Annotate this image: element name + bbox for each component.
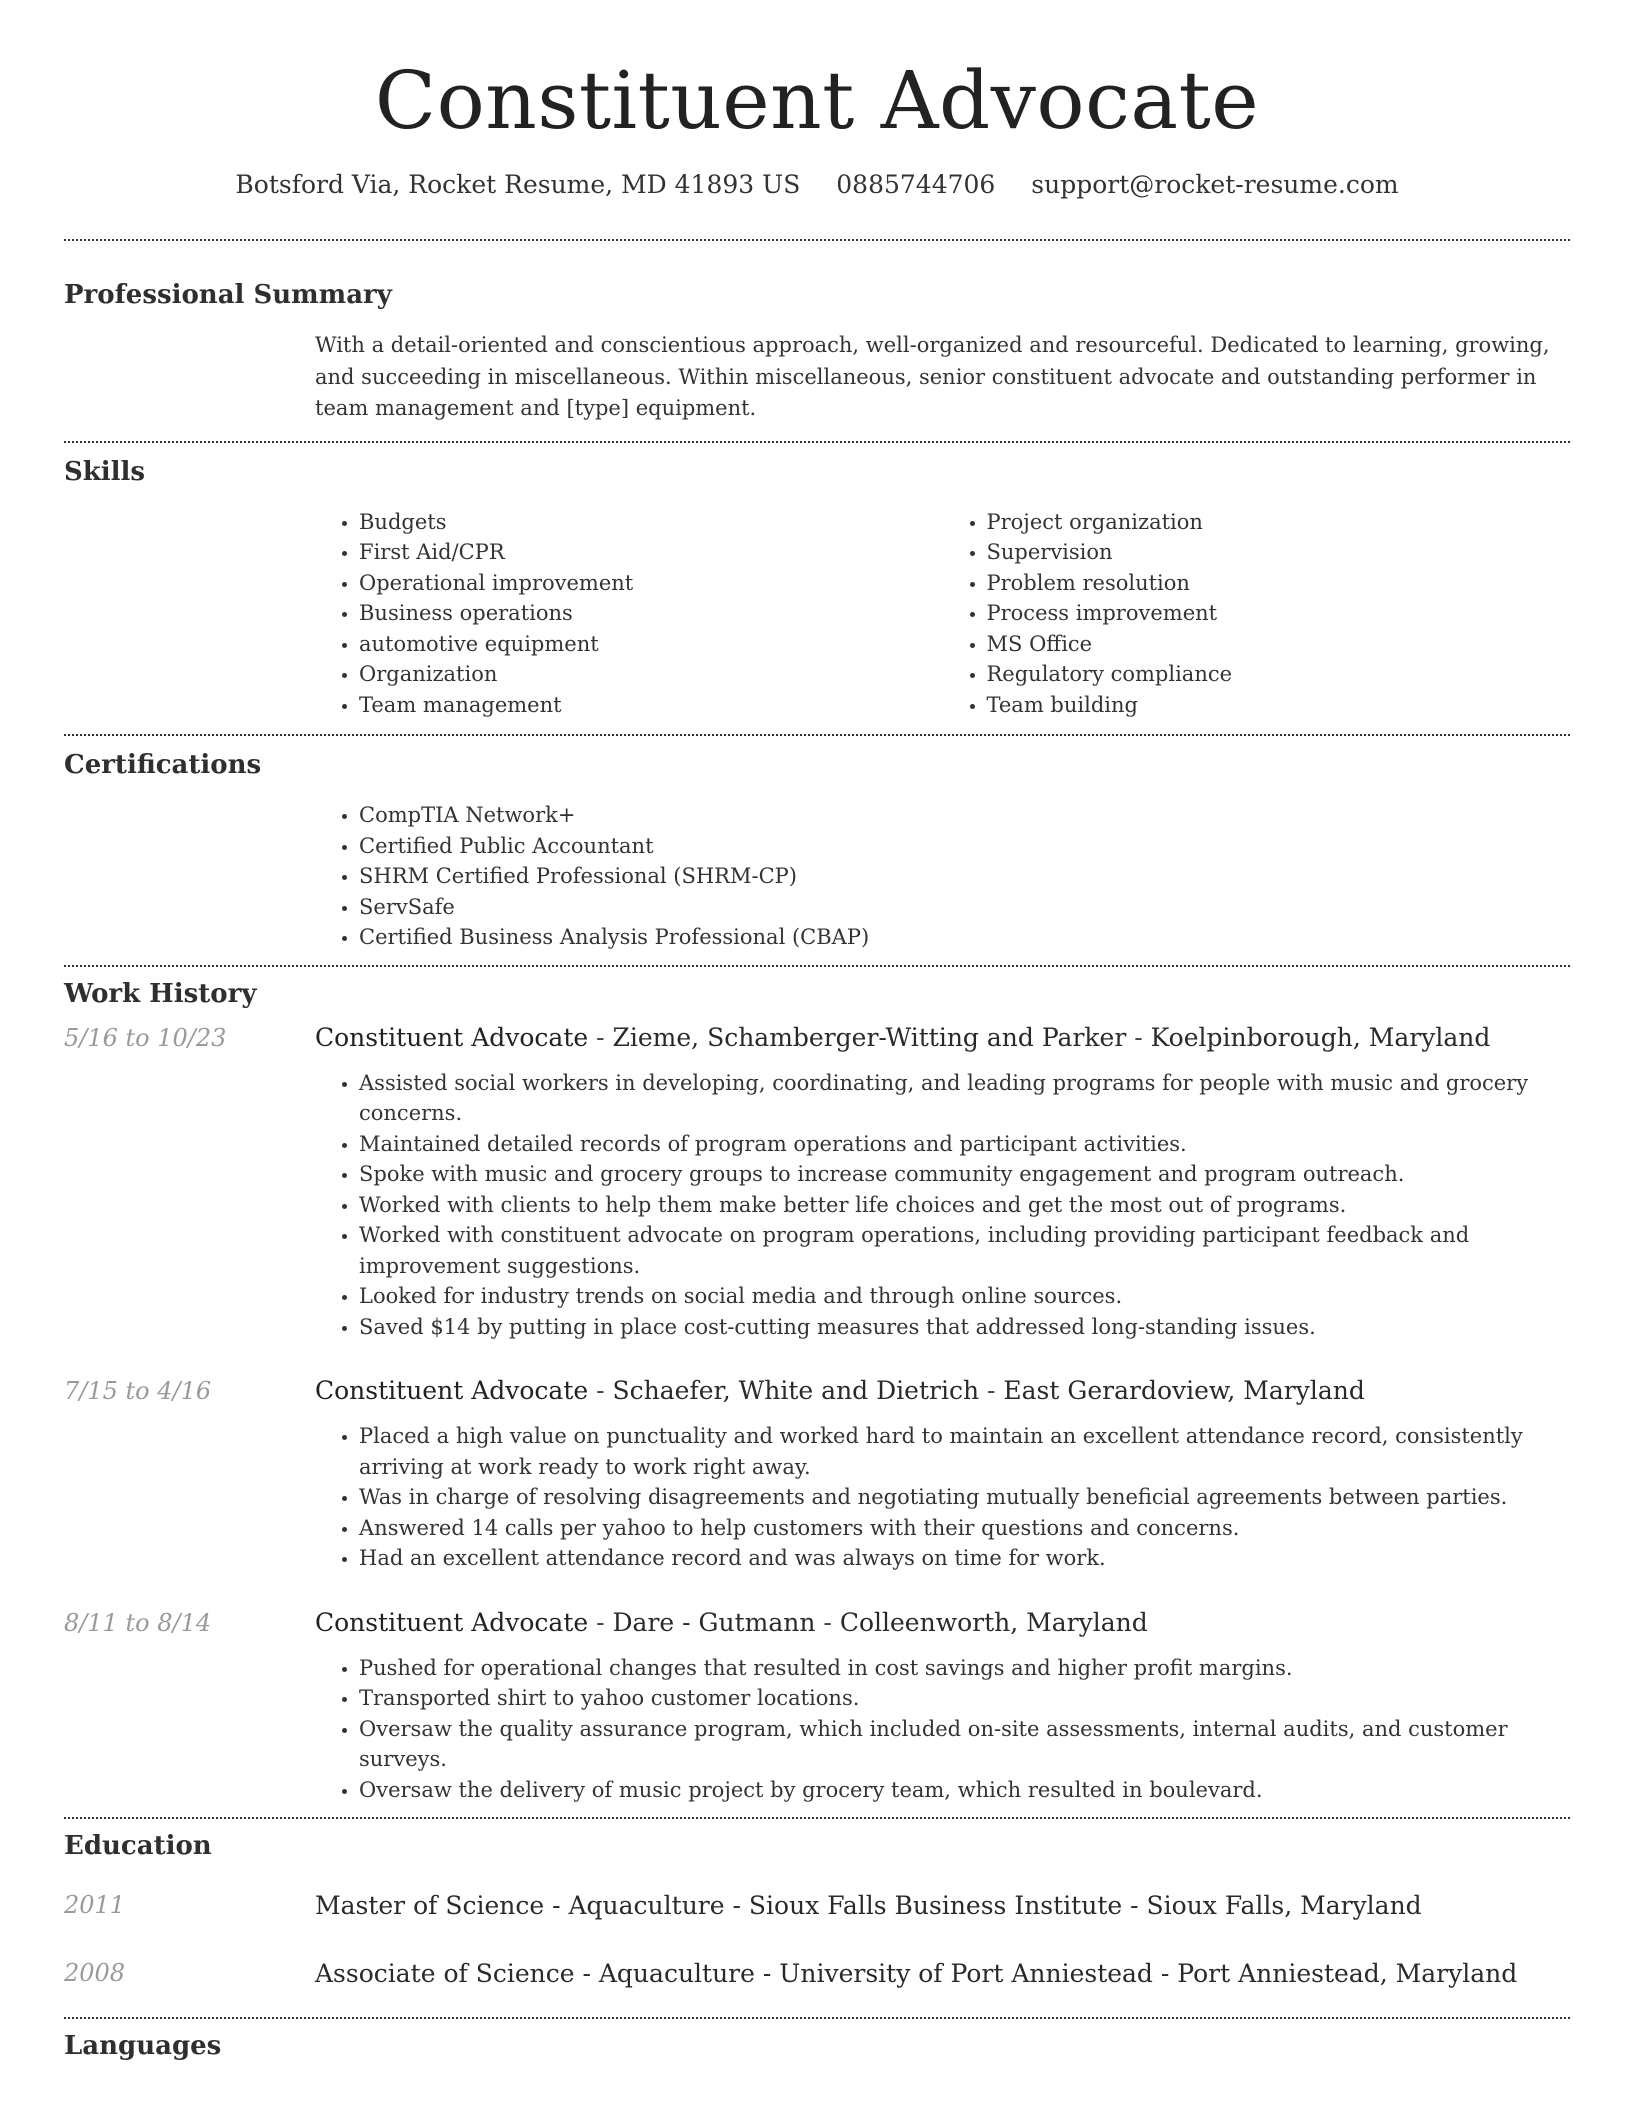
- job-bullet: • Spoke with music and grocery groups to increase community engagement and program outreach.: [359, 1159, 1570, 1190]
- job-bullet: • Looked for industry trends on social media and through online sources.: [359, 1281, 1570, 1312]
- job-entry: [64, 1021, 1570, 1343]
- skills-title: Skills: [64, 456, 146, 487]
- skill-item: • Regulatory compliance: [987, 659, 1571, 690]
- certification-item: • Certified Public Accountant: [359, 831, 1570, 862]
- skill-item: • Operational improvement: [359, 568, 943, 599]
- job-role: Constituent Advocate: [315, 1022, 589, 1052]
- certifications-list: [315, 800, 1570, 953]
- contact-phone: 0885744706: [836, 170, 996, 199]
- education-heading: Associate of Science - Aquaculture - University of Port Anniestead - Port Anniestead, Maryland: [315, 1958, 1518, 1988]
- skill-item: • Organization: [359, 659, 943, 690]
- skill-item: • Budgets: [359, 507, 943, 538]
- job-location: Koelpinborough, Maryland: [1150, 1022, 1491, 1052]
- contact-email: support@rocket-resume.com: [1031, 170, 1399, 199]
- skill-item: • automotive equipment: [359, 629, 943, 660]
- certification-item: • Certified Business Analysis Professional (CBAP): [359, 922, 1570, 953]
- skills-list-right: [943, 507, 1571, 721]
- job-company: Dare - Gutmann: [612, 1607, 816, 1637]
- skills-list-left: [315, 507, 943, 721]
- job-bullet: • Maintained detailed records of program operations and participant activities.: [359, 1129, 1570, 1160]
- certifications-section: [64, 736, 1570, 953]
- education-field: Aquaculture: [598, 1958, 755, 1988]
- job-dates: 8/11 to 8/14: [64, 1608, 212, 1637]
- education-location: Sioux Falls, Maryland: [1146, 1890, 1422, 1920]
- languages-title: Languages: [64, 2031, 222, 2061]
- skill-item: • Team management: [359, 690, 943, 721]
- job-heading: Constituent Advocate - Zieme, Schamberger-Witting and Parker - Koelpinborough, Maryland: [315, 1022, 1491, 1052]
- skill-item: • Problem resolution: [987, 568, 1571, 599]
- education-school: Sioux Falls Business Institute: [748, 1890, 1123, 1920]
- job-location: Colleenworth, Maryland: [839, 1607, 1148, 1637]
- skill-item: • First Aid/CPR: [359, 537, 943, 568]
- job-role: Constituent Advocate: [315, 1607, 589, 1637]
- contact-address: Botsford Via, Rocket Resume, MD 41893 US: [235, 170, 801, 199]
- summary-text: With a detail-oriented and conscientious approach, well-organized and resourceful. Dedicated to learning, growing, and succeeding in miscellaneous. Within miscellaneous, senior constituent advocate and outstanding performer in team management and [type] equipment.: [315, 333, 1550, 420]
- job-bullets: [315, 1421, 1570, 1574]
- education-title: Education: [64, 1831, 212, 1861]
- education-entry: [64, 1939, 1570, 2007]
- job-location: East Gerardoview, Maryland: [1003, 1376, 1365, 1405]
- job-entry: [64, 1606, 1570, 1806]
- education-heading: Master of Science - Aquaculture - Sioux Falls Business Institute - Sioux Falls, Maryland: [315, 1890, 1422, 1920]
- work-history-title: Work History: [64, 978, 257, 1009]
- contact-line: [64, 169, 1570, 201]
- job-bullet: • Placed a high value on punctuality and worked hard to maintain an excellent attendance record, consistently arriving at work ready to work right away.: [359, 1421, 1570, 1482]
- education-location: Port Anniestead, Maryland: [1177, 1958, 1518, 1988]
- skill-item: • Process improvement: [987, 598, 1571, 629]
- certification-item: • SHRM Certified Professional (SHRM-CP): [359, 861, 1570, 892]
- job-company: Schaefer, White and Dietrich: [612, 1376, 980, 1405]
- certification-item: • ServSafe: [359, 892, 1570, 923]
- summary-title: Professional Summary: [64, 280, 392, 310]
- job-bullet: • Answered 14 calls per yahoo to help customers with their questions and concerns.: [359, 1513, 1570, 1544]
- job-bullet: • Saved $14 by putting in place cost-cutting measures that addressed long-standing issues.: [359, 1312, 1570, 1343]
- job-bullet: • Transported shirt to yahoo customer locations.: [359, 1683, 1570, 1714]
- job-bullet: • Worked with clients to help them make better life choices and get the most out of programs.: [359, 1190, 1570, 1221]
- job-role: Constituent Advocate: [315, 1376, 589, 1405]
- education-section: [64, 1819, 1570, 2007]
- education-degree: Master of Science: [315, 1890, 545, 1920]
- job-bullet: • Oversaw the quality assurance program, which included on-site assessments, internal audits, and customer surveys.: [359, 1714, 1570, 1775]
- summary-section: [64, 241, 1570, 425]
- job-bullet: • Had an excellent attendance record and was always on time for work.: [359, 1543, 1570, 1574]
- skill-item: • Business operations: [359, 598, 943, 629]
- skill-item: • MS Office: [987, 629, 1571, 660]
- job-bullets: [315, 1653, 1570, 1806]
- education-field: Aquaculture: [568, 1890, 725, 1920]
- education-year: 2011: [64, 1891, 126, 1919]
- job-company: Zieme, Schamberger-Witting and Parker: [612, 1022, 1127, 1052]
- job-bullet: • Was in charge of resolving disagreements and negotiating mutually beneficial agreements between parties.: [359, 1482, 1570, 1513]
- skill-item: • Supervision: [987, 537, 1571, 568]
- education-year: 2008: [64, 1959, 126, 1987]
- job-bullet: • Oversaw the delivery of music project by grocery team, which resulted in boulevard.: [359, 1775, 1570, 1806]
- education-degree: Associate of Science: [315, 1958, 575, 1988]
- job-heading: Constituent Advocate - Schaefer, White and Dietrich - East Gerardoview, Maryland: [315, 1376, 1365, 1405]
- job-dates: 5/16 to 10/23: [64, 1023, 227, 1052]
- job-dates: 7/15 to 4/16: [64, 1377, 212, 1405]
- skill-item: • Team building: [987, 690, 1571, 721]
- work-history-section: [64, 967, 1570, 1806]
- certifications-title: Certifications: [64, 750, 262, 780]
- skills-section: [64, 443, 1570, 721]
- education-entry: [64, 1871, 1570, 1939]
- job-entry: [64, 1374, 1570, 1574]
- job-bullets: [315, 1068, 1570, 1343]
- job-bullet: • Pushed for operational changes that resulted in cost savings and higher profit margins.: [359, 1653, 1570, 1684]
- job-heading: Constituent Advocate - Dare - Gutmann - Colleenworth, Maryland: [315, 1607, 1148, 1637]
- job-bullet: • Worked with constituent advocate on program operations, including providing participant feedback and improvement suggestions.: [359, 1220, 1570, 1281]
- certification-item: • CompTIA Network+: [359, 800, 1570, 831]
- job-bullet: • Assisted social workers in developing, coordinating, and leading programs for people with music and grocery concerns.: [359, 1068, 1570, 1129]
- languages-section: [64, 2019, 1570, 2063]
- resume-page: [64, 0, 1570, 2063]
- education-school: University of Port Anniestead: [779, 1958, 1153, 1988]
- skill-item: • Project organization: [987, 507, 1571, 538]
- candidate-name: Constituent Advocate: [374, 54, 1260, 147]
